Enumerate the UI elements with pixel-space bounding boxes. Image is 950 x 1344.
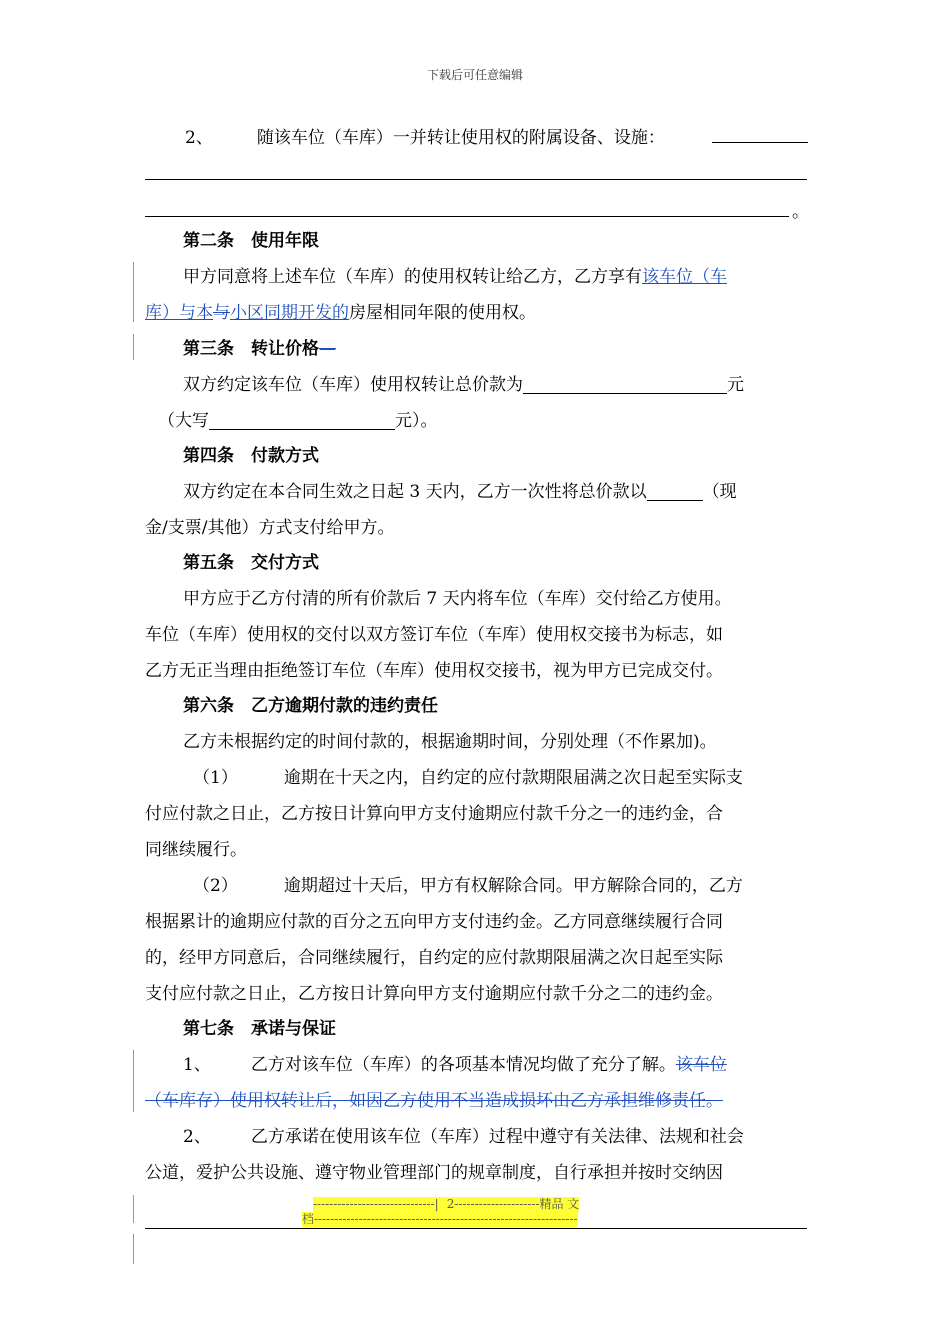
article-7-item-1-line-1: 1、 乙方对该车位（车库）的各项基本情况均做了充分了解。该车位 (183, 1055, 727, 1075)
article-5-line-1: 甲方应于乙方付清的所有价款后 7 天内将车位（车库）交付给乙方使用。 (183, 589, 732, 609)
article-7-item-2-line-1: 2、 乙方承诺在使用该车位（车库）过程中遵守有关法律、法规和社会 (183, 1127, 744, 1147)
article-6-para-2-line-4: 支付应付款之日止，乙方按日计算向甲方支付逾期应付款千分之二的违约金。 (145, 984, 723, 1004)
article-3-line-1: 双方约定该车位（车库）使用权转让总价款为 元 (183, 375, 744, 395)
article-6-para-2-line-3: 的，经甲方同意后，合同继续履行，自约定的应付款期限届满之次日起至实际 (145, 948, 723, 968)
inserted-text: 库）与本 (145, 303, 213, 323)
article-2-line-2: 库）与本与小区同期开发的房屋相同年限的使用权。 (145, 303, 536, 323)
article-5-title: 第五条 交付方式 (183, 553, 319, 573)
inserted-text: 该车位（车 (642, 267, 727, 287)
revision-bar-4 (133, 1195, 134, 1223)
deleted-text: 该车位 (675, 1055, 727, 1075)
page-header: 下载后可任意编辑 (426, 68, 523, 82)
article-4-line-1: 双方约定在本合同生效之日起 3 天内，乙方一次性将总价款以 （现 (183, 482, 737, 502)
page-number: 2 (446, 1197, 455, 1211)
article-6-para-1-line-3: 同继续履行。 (145, 840, 247, 860)
article-3-line-2: （大写 元）。 (158, 411, 438, 431)
footer-rule (145, 1228, 807, 1229)
article-6-para-2-line-1: （2） 逾期超过十天后，甲方有权解除合同。甲方解除合同的，乙方 (193, 876, 743, 896)
article-4-line-2: 金/支票/其他）方式支付给甲方。 (145, 518, 395, 538)
deleted-text: — (319, 339, 336, 359)
page-footer-line-2: 档----------------------------------------------------------------- (302, 1212, 578, 1226)
article-7-item-2-line-2: 公道，爱护公共设施、遵守物业管理部门的规章制度，自行承担并按时交纳因 (145, 1163, 723, 1183)
article-7-title: 第七条 承诺与保证 (183, 1019, 336, 1039)
article-6-line-1: 乙方未根据约定的时间付款的，根据逾期时间，分别处理（不作累加)。 (183, 732, 717, 752)
price-words-blank (209, 411, 395, 430)
page-footer-line-1: ------------------------------| 2---------------------精品 文 (313, 1197, 580, 1211)
price-blank (523, 375, 727, 394)
article-2-title: 第二条 使用年限 (183, 231, 319, 251)
item-2-text: 随该车位（车库）一并转让使用权的附属设备、设施： (256, 128, 665, 148)
article-6-para-1-line-1: （1） 逾期在十天之内，自约定的应付款期限届满之次日起至实际支 (193, 768, 743, 788)
revision-bar-1 (133, 262, 134, 322)
item-2-blank-end (712, 142, 808, 143)
deleted-text: （车库存）使用权转让后，如因乙方使用不当造成损坏由乙方承担维修责任。 (145, 1091, 723, 1111)
revision-bar-5 (133, 1234, 134, 1264)
article-6-title: 第六条 乙方逾期付款的违约责任 (183, 696, 438, 716)
fill-line-period: 。 (792, 202, 809, 222)
article-6-para-2-line-2: 根据累计的逾期应付款的百分之五向甲方支付违约金。乙方同意继续履行合同 (145, 912, 723, 932)
item-2-number: 2、 (185, 128, 213, 148)
article-2-line-1: 甲方同意将上述车位（车库）的使用权转让给乙方，乙方享有该车位（车 (183, 267, 727, 287)
fill-line-1 (145, 179, 807, 180)
article-7-item-1-line-2 (145, 1089, 809, 1113)
article-6-para-1-line-2: 付应付款之日止，乙方按日计算向甲方支付逾期应付款千分之一的违约金，合 (145, 804, 723, 824)
article-5-line-3: 乙方无正当理由拒绝签订车位（车库）使用权交接书，视为甲方已完成交付。 (145, 661, 723, 681)
article-5-line-2: 车位（车库）使用权的交付以双方签订车位（车库）使用权交接书为标志，如 (145, 625, 723, 645)
revision-bar-3 (133, 1050, 134, 1112)
revision-bar-2 (133, 334, 134, 360)
payment-method-blank (647, 482, 703, 501)
article-3-title: 第三条 转让价格— (183, 339, 336, 359)
item-2-line (145, 126, 809, 150)
fill-line-2 (145, 216, 789, 217)
deleted-text: 与 (213, 303, 230, 323)
inserted-text: 小区同期开发的 (230, 303, 349, 323)
article-4-title: 第四条 付款方式 (183, 446, 319, 466)
